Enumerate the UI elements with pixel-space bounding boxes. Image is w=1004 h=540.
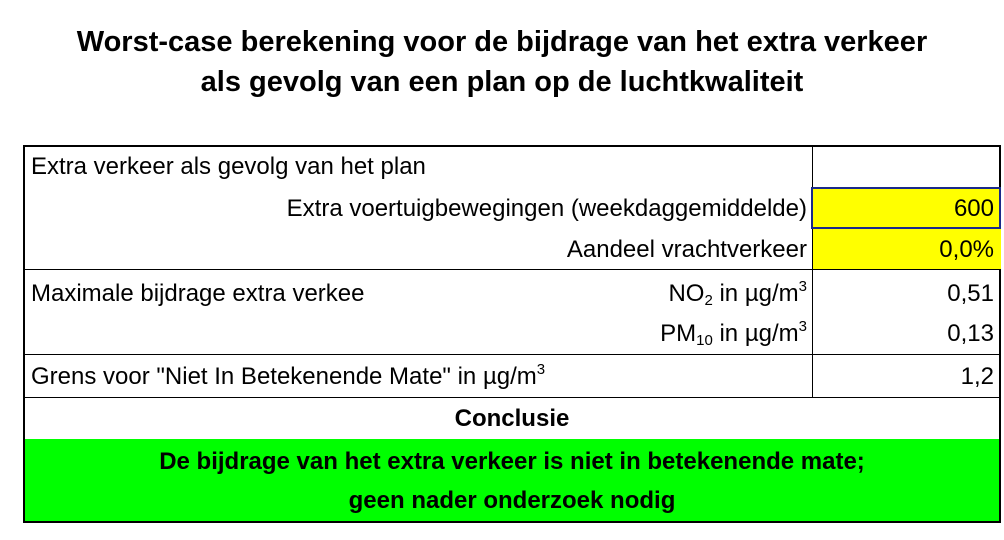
pm10-unit-label: $PM_{10}$ in $\mu g/m^3$ <box>660 318 807 349</box>
limit-value: 1,2 <box>960 363 994 390</box>
calculation-table <box>23 145 1001 523</box>
no2-value: 0,51 <box>947 280 994 307</box>
no2-unit-label: $NO_2$ in $\mu g/m^3$ <box>668 278 807 309</box>
row-divider <box>25 269 999 270</box>
section-label: Extra verkeer als gevolg van het plan <box>31 153 426 180</box>
vehicles-input[interactable]: 600 <box>953 195 994 222</box>
row-divider <box>25 354 999 355</box>
truck-share-input[interactable]: 0,0% <box>939 236 994 263</box>
column-divider <box>812 147 813 397</box>
limit-label: Grens voor "Niet In Betekenende Mate" in $\mu g/m^3$ <box>31 361 546 390</box>
page-title-line2: als gevolg van een plan op de luchtkwaliteit <box>200 66 804 98</box>
truck-share-label: Aandeel vrachtverkeer <box>566 236 807 263</box>
row-divider <box>25 397 999 398</box>
vehicles-label: Extra voertuigbewegingen (weekdaggemiddelde) <box>286 195 807 222</box>
conclusion-line2: geen nader onderzoek nodig <box>348 487 676 514</box>
conclusion-header: Conclusie <box>454 405 570 432</box>
max-contribution-label: Maximale bijdrage extra verkee <box>31 280 365 307</box>
page-title-line1: Worst-case berekening voor de bijdrage van het extra verkeer <box>76 26 928 58</box>
pm10-value: 0,13 <box>947 320 994 347</box>
conclusion-line1: De bijdrage van het extra verkeer is niet in betekenende mate; <box>159 448 865 475</box>
